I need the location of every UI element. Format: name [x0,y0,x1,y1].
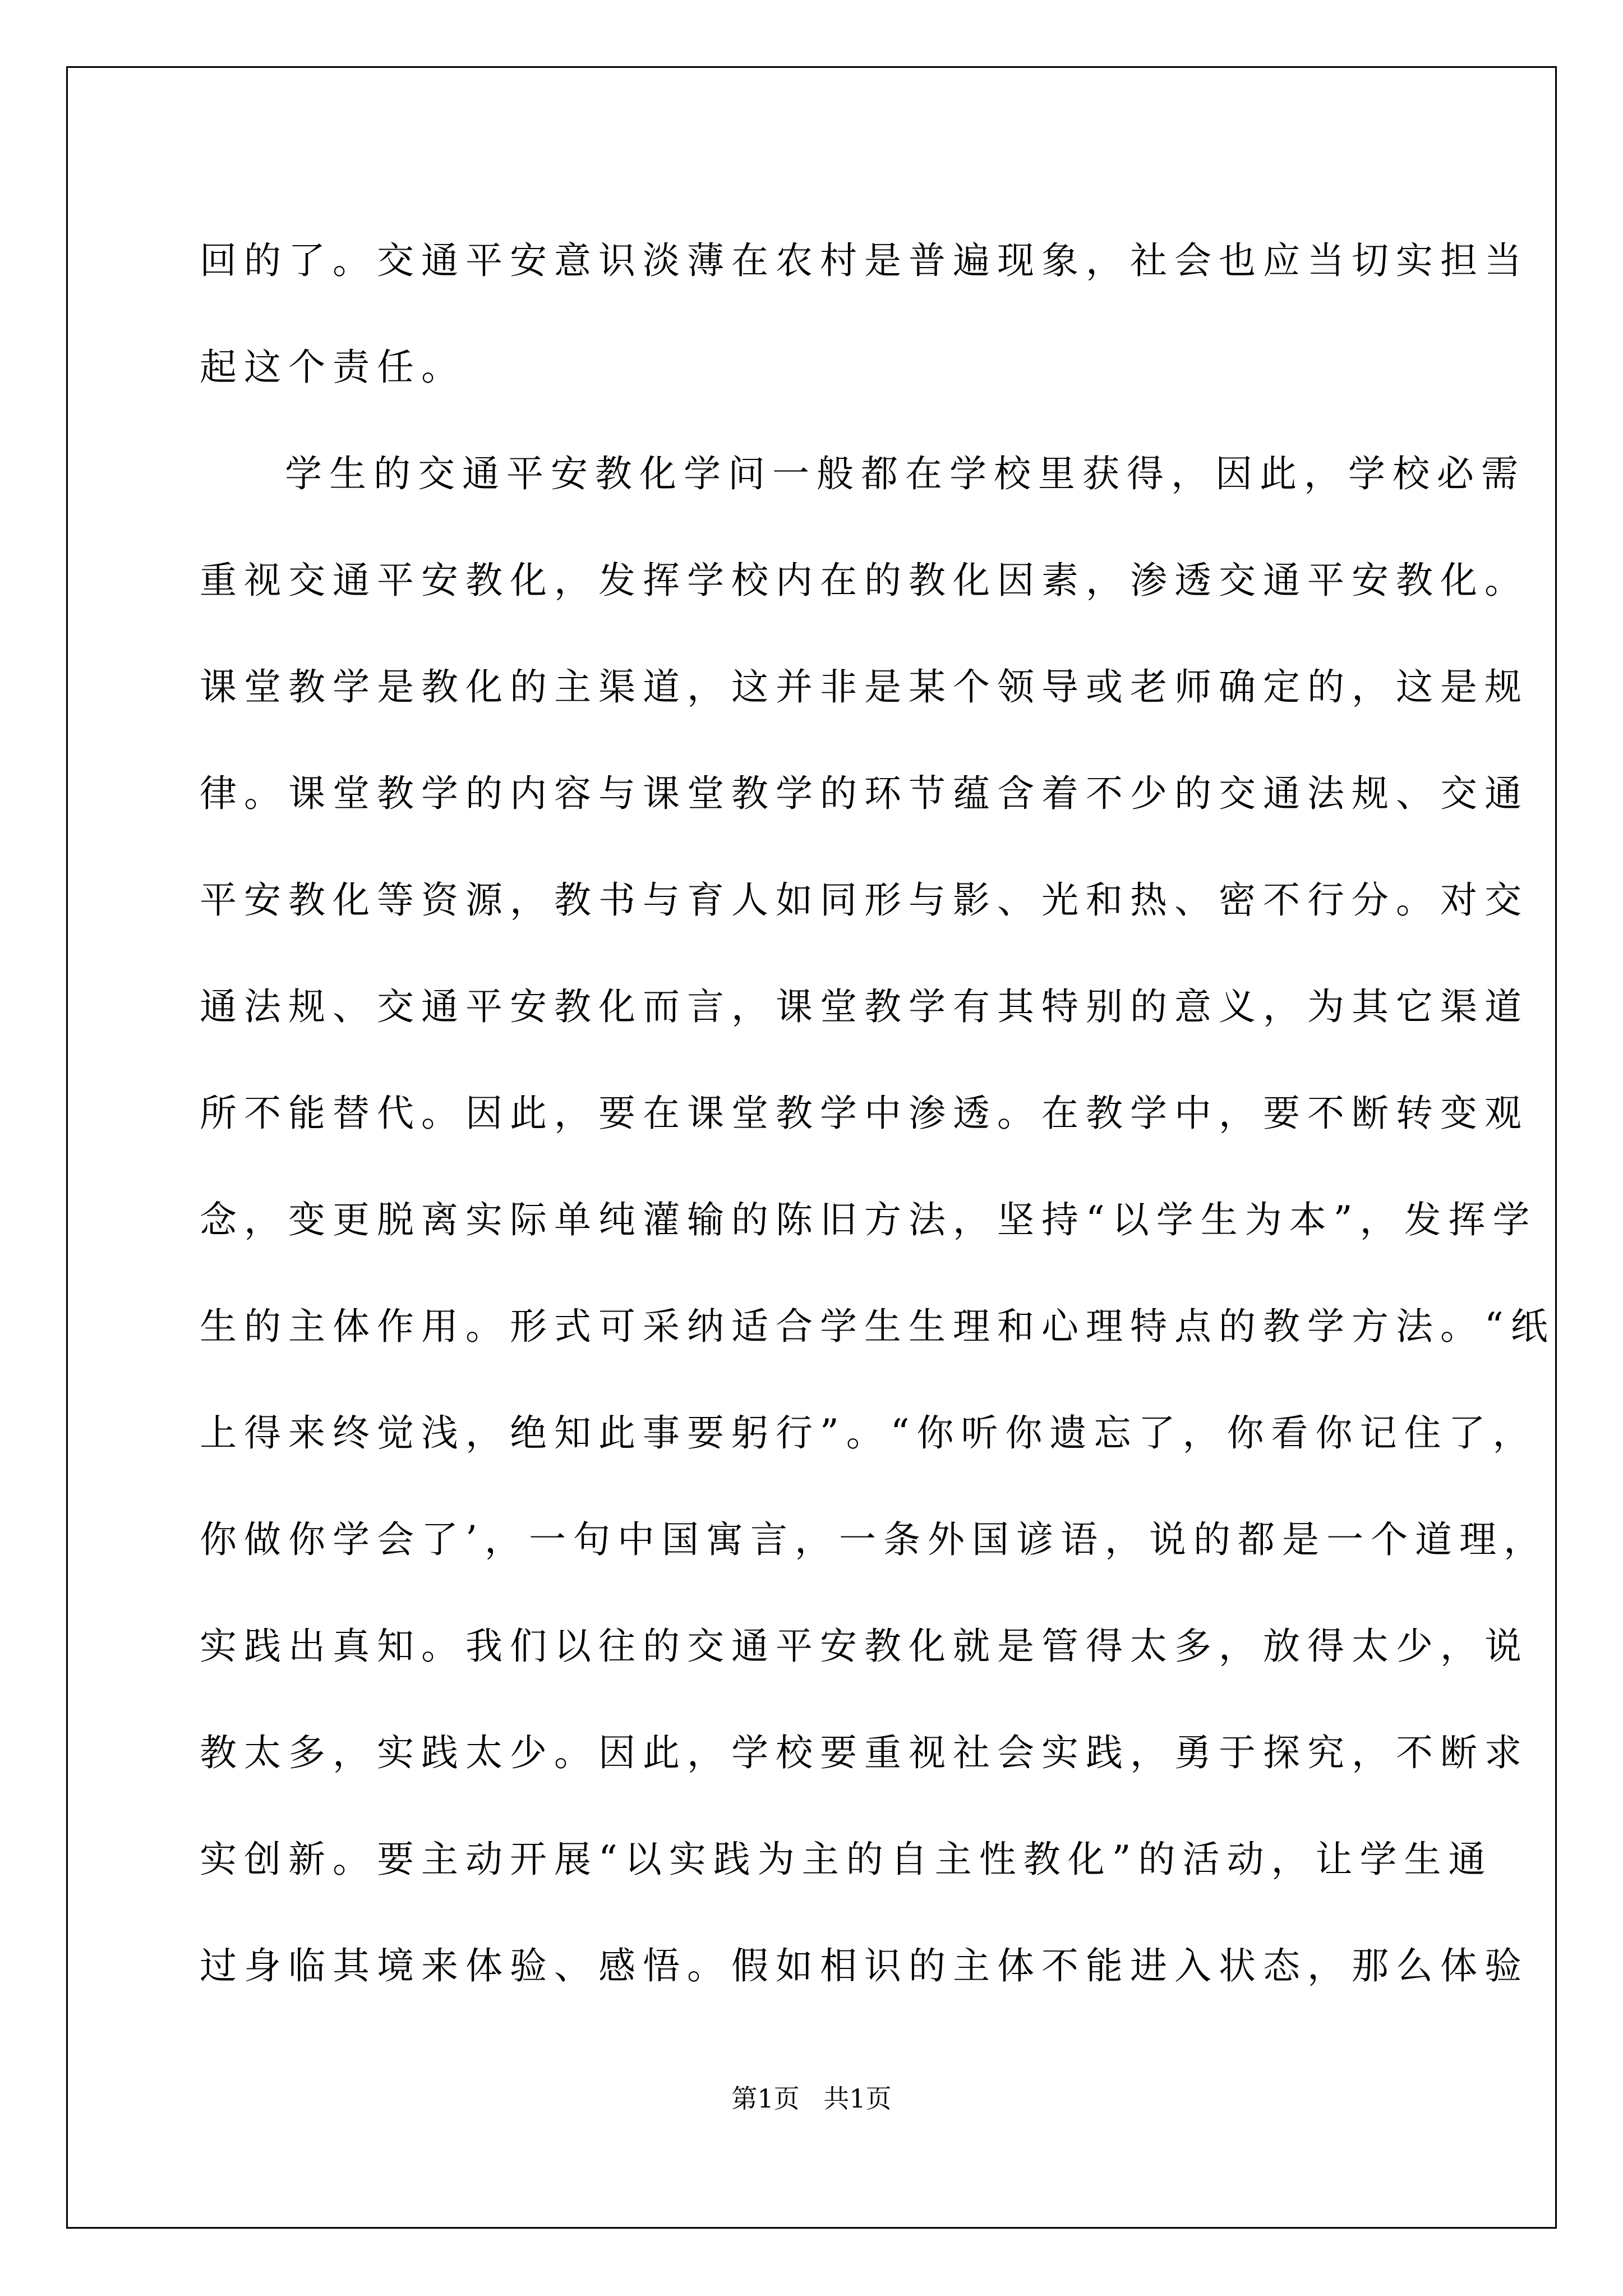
text-line: 通法规、交通平安教化而言，课堂教学有其特别的意义，为其它渠道 [200,985,1529,1028]
text-line: 课堂教学是教化的主渠道，这并非是某个领导或老师确定的，这是规 [200,665,1529,708]
text-line: 所不能替代。因此，要在课堂教学中渗透。在教学中，要不断转变观 [200,1092,1529,1135]
text-line: 你做你学会了’，一句中国寓言，一条外国谚语，说的都是一个道理， [200,1518,1548,1561]
text-line: 实创新。要主动开展“以实践为主的自主性教化”的活动，让学生通 [200,1838,1493,1881]
text-line: 重视交通平安教化，发挥学校内在的教化因素，渗透交通平安教化。 [200,559,1529,602]
text-line: 过身临其境来体验、感悟。假如相识的主体不能进入状态，那么体验 [200,1944,1529,1987]
text-line: 生的主体作用。形式可采纳适合学生生理和心理特点的教学方法。“纸 [200,1305,1555,1348]
text-line: 起这个责任。 [200,346,465,389]
text-line: 教太多，实践太少。因此，学校要重视社会实践，勇于探究，不断求 [200,1731,1529,1774]
paragraph-start-line: 学生的交通平安教化学问一般都在学校里获得，因此，学校必需 [285,452,1525,495]
text-line: 上得来终觉浅，绝知此事要躬行”。“你听你遗忘了，你看你记住了， [200,1411,1537,1455]
page-total: 共1页 [823,2083,892,2114]
text-line: 律。课堂教学的内容与课堂教学的环节蕴含着不少的交通法规、交通 [200,772,1529,815]
document-body [200,208,1555,2019]
text-line: 念，变更脱离实际单纯灌输的陈旧方法，坚持“以学生为本”，发挥学 [200,1198,1537,1241]
text-line: 平安教化等资源，教书与育人如同形与影、光和热、密不行分。对交 [200,878,1529,922]
page-footer [0,2078,1623,2115]
page-number: 第1页 [731,2083,800,2114]
text-line: 实践出真知。我们以往的交通平安教化就是管得太多，放得太少，说 [200,1625,1529,1668]
text-line: 回的了。交通平安意识淡薄在农村是普遍现象，社会也应当切实担当 [200,239,1529,282]
